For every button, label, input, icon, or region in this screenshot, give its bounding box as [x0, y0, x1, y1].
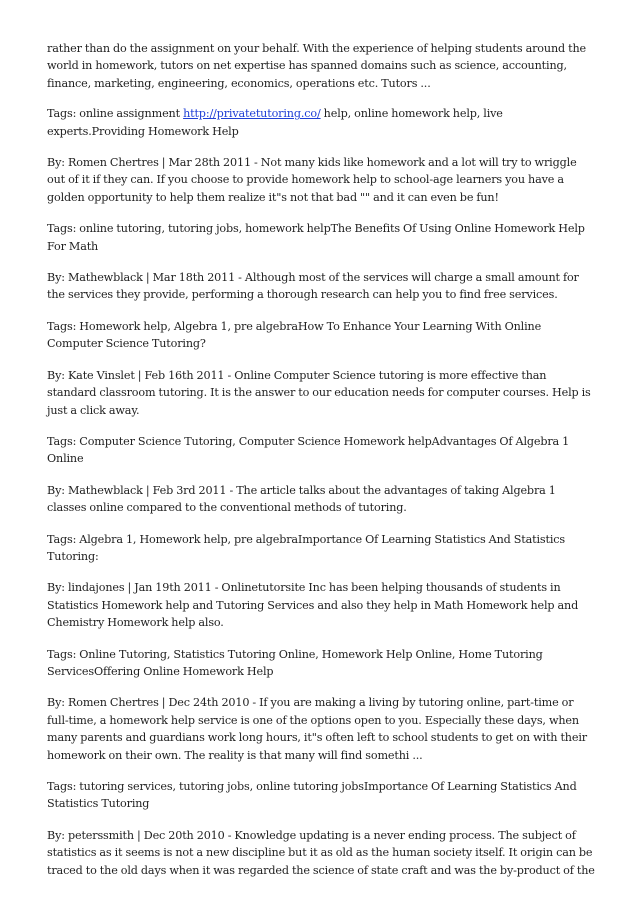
article-tags: Tags: tutoring services, tutoring jobs, online tutoring jobsImportance Of Learning Statistics And Statistics Tutoring	[47, 780, 577, 811]
article-byline: By: Mathewblack | Mar 18th 2011 - Although most of the services will charge a small amount for the services they provide, performing a thorough research can help you to find free services.	[47, 271, 579, 302]
article-byline: By: peterssmith | Dec 20th 2010 - Knowledge updating is a never ending process. The subject of statistics as it seems is not a new discipline but it as old as the human society itself. It origin can be traced to the old days when it was regarded the science of state craft and was the by-product of the	[47, 828, 595, 877]
article-excerpt: rather than do the assignment on your behalf. With the experience of helping students around the world in homework, tutors on net expertise has spanned domains such as science, accounting, finance, marketing, engineering, economics, operations etc. Tutors ...	[47, 42, 586, 90]
article-tags: Tags: Homework help, Algebra 1, pre algebraHow To Enhance Your Learning With Online Computer Science Tutoring?	[47, 319, 542, 351]
article-byline: By: Romen Chertres | Mar 28th 2011 - Not many kids like homework and a lot will try to wriggle out of it if they can. If you choose to provide homework help to school-age learners you have a golden opportunity to help them realize it"s not that bad "" and it can even be fun!	[47, 156, 577, 204]
article-tags: Tags: Online Tutoring, Statistics Tutoring Online, Homework Help Online, Home Tutoring ServicesOffering Online Homework Help	[47, 647, 543, 678]
article-tags	[47, 105, 595, 140]
article-byline: By: lindajones | Jan 19th 2011 - Onlinetutorsite Inc has been helping thousands of students in Statistics Homework help and Tutoring Services and also they help in Math Homework help and Chemistry Homework help also.	[47, 581, 579, 630]
private-tutoring-link[interactable]: http://privatetutoring.co/	[183, 107, 321, 121]
article-byline: By: Mathewblack | Feb 3rd 2011 - The article talks about the advantages of taking Algebra 1 classes online compared to the conventional methods of tutoring.	[47, 483, 556, 515]
tags-text: help, online homework help, live experts.Providing Homework Help	[47, 107, 503, 138]
article-byline: By: Kate Vinslet | Feb 16th 2011 - Online Computer Science tutoring is more effective than standard classroom tutoring. It is the answer to our education needs for computer courses. Help is just a click away.	[47, 368, 591, 417]
tags-text: Tags: online assignment	[47, 107, 184, 121]
article-tags: Tags: Computer Science Tutoring, Computer Science Homework helpAdvantages Of Algebra 1 Online	[47, 434, 570, 466]
article-tags: Tags: online tutoring, tutoring jobs, homework helpThe Benefits Of Using Online Homework Help For Math	[47, 222, 585, 253]
article-tags: Tags: Algebra 1, Homework help, pre algebraImportance Of Learning Statistics And Statistics Tutoring:	[47, 532, 565, 563]
article-byline: By: Romen Chertres | Dec 24th 2010 - If you are making a living by tutoring online, part-time or full-time, a homework help service is one of the options open to you. Especially these days, when many parents and guardians work long hours, it"s often left to school students to get on with their homework on their own. The reality is that many will find somethi ...	[47, 696, 587, 762]
document-page	[47, 40, 595, 893]
